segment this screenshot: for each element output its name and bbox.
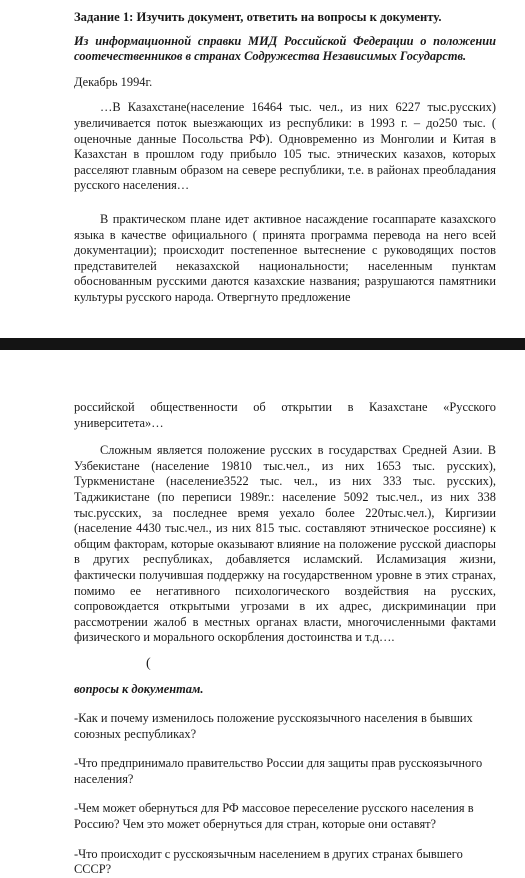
task-title: Задание 1: Изучить документ, ответить на вопросы к документу. (74, 10, 442, 24)
document-date: Декабрь 1994г. (74, 74, 153, 89)
question-item: -Чем может обернуться для РФ массовое переселение русского населения в Россию? Чем это может обернуться для стран, которые они оставят? (74, 801, 474, 832)
paragraph-language-policy: В практическом плане идет активное насаждение госаппарате казахского языка в качестве официального ( принята программа перевода на него всей документации); происходит постепенное вытеснение с руководящих постов представителей неказахской национальности; населенным пунктам обоснованным русскими даются казахские названия; разрушаются памятники культуры русского народа. Отвергнуто предложение (74, 211, 496, 304)
paragraph-language-policy-continued: российской общественности об открытии в Казахстане «Русского университета»… (74, 400, 496, 430)
source-line: Из информационной справки МИД Российской Федерации о положении соотечественников в странах Содружества Независимых Государств. (74, 33, 496, 64)
questions-heading: вопросы к документам. (74, 681, 204, 696)
page-lower-section (0, 350, 525, 877)
page-upper-section (0, 0, 525, 338)
question-item: -Как и почему изменилось положение русскоязычного населения в бывших союзных республиках? (74, 711, 473, 741)
stray-mark: ( (146, 655, 151, 671)
paragraph-central-asia: Сложным является положение русских в государствах Средней Азии. В Узбекистане (население 19810 тыс.чел., из них 1653 тыс. русских), Туркменистане (население3522 тыс. чел., из них 333 тыс. русских), Таджикистане (по переписи 1989г.: население 5092 тыс.чел., из них 338 тыс.русских, за последнее время уехало более 220тыс.чел.), Киргизии (население 4430 тыс.чел., из них 815 тыс. составляют этническое россияне) к общим факторам, которые оказывают влияние на положение русской диаспоры в других республиках, добавляется исламский. Исламизация жизни, фактически получившая поддержку на государственном уровне в этих странах, помимо ее негативного психологического воздействия на русских, сопровождается открытыми угрозами в их адрес, дискриминации при рассмотрении жалоб в местных органах власти, многочисленными фактами физического и морального оскорбления достоинства и т.д…. (74, 443, 496, 645)
page-break-bar (0, 338, 525, 350)
question-item: -Что предпринимало правительство России для защиты прав русскоязычного населения? (74, 756, 483, 786)
question-item: -Что происходит с русскоязычным населением в других странах бывшего СССР? (74, 846, 463, 877)
paragraph-kazakhstan: …В Казахстане(население 16464 тыс. чел., из них 6227 тыс.русских) увеличивается поток выезжающих из республики: в 1993 г. – до250 тыс. ( оценочные данные Посольства РФ). Одновременно из Монголии и Китая в Казахстан в прошлом году прибыло 105 тыс. этнических казахов, которых расселяют главным образом на севере республики, т.е. в районах преобладания русского населения… (74, 100, 496, 193)
